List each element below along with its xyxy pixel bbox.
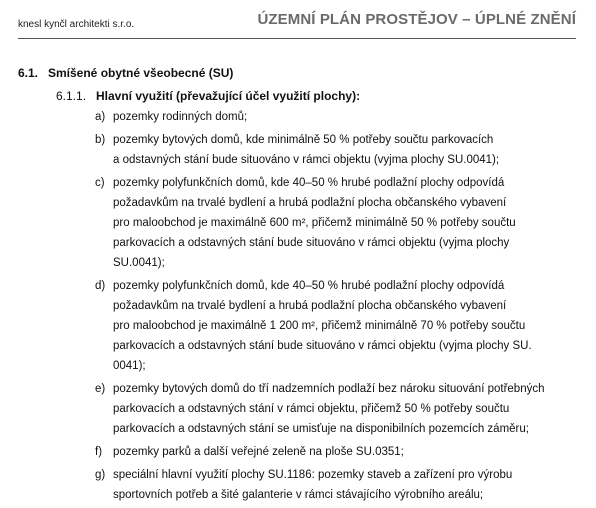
list-item-text-line: 0041); — [113, 360, 146, 372]
list-item-text-line: pozemky bytových domů do tří nadzemních podlaží bez nároku situování potřebných — [113, 383, 545, 395]
list-item-label: e) — [95, 383, 106, 395]
subsection-number: 6.1.1. — [56, 89, 87, 103]
document-title: ÚZEMNÍ PLÁN PROSTĚJOV – ÚPLNÉ ZNĚNÍ — [257, 11, 576, 28]
list-item — [95, 173, 575, 273]
list-item-text-line: speciální hlavní využití plochy SU.1186: pozemky staveb a zařízení pro výrobu — [113, 469, 513, 481]
subsection-title: Hlavní využití (převažující účel využití plochy): — [96, 89, 361, 103]
list-item — [95, 465, 575, 505]
list-item-text-line: parkovacích a odstavných stání bude situováno v rámci objektu (vyjma plochy SU. — [113, 340, 532, 352]
company-name: knesl kynčl architekti s.r.o. — [18, 19, 135, 30]
subsection-heading — [56, 89, 360, 103]
list-item-label: g) — [95, 469, 106, 481]
list-item-text-line: pro maloobchod je maximálně 600 m², přičemž minimálně 50 % potřeby součtu — [113, 217, 516, 229]
item-list — [95, 107, 575, 508]
list-item — [95, 379, 575, 439]
list-item-text-line: pozemky polyfunkčních domů, kde 40–50 % hrubé podlažní plochy odpovídá — [113, 280, 505, 292]
list-item-text-line: pro maloobchod je maximálně 1 200 m², přičemž minimálně 70 % potřeby součtu — [113, 320, 526, 332]
page-header — [18, 10, 576, 39]
list-item-text-line: parkovacích a odstavných stání bude situováno v rámci objektu (vyjma plochy — [113, 237, 510, 249]
list-item-label: b) — [95, 134, 106, 146]
list-item-label: c) — [95, 177, 105, 189]
list-item-label: d) — [95, 280, 106, 292]
list-item-text-line: pozemky rodinných domů; — [113, 111, 248, 123]
list-item-text-line: parkovacích a odstavných stání se umisťuje na disponibilních pozemcích záměru; — [113, 423, 529, 435]
list-item — [95, 107, 575, 127]
list-item — [95, 442, 575, 462]
section-number: 6.1. — [18, 66, 39, 80]
list-item-text-line: parkovacích a odstavných stání v rámci objektu, přičemž 50 % potřeby součtu — [113, 403, 510, 415]
list-item-label: f) — [95, 446, 103, 458]
section-heading — [18, 66, 233, 80]
list-item — [95, 130, 575, 170]
list-item-text-line: sportovních potřeb a šité galanterie v rámci stávajícího výrobního areálu; — [113, 489, 484, 501]
list-item-text-line: pozemky bytových domů, kde minimálně 50 % potřeby součtu parkovacích — [113, 134, 494, 146]
section-title: Smíšené obytné všeobecné (SU) — [48, 66, 234, 80]
list-item-text-line: požadavkům na trvalé bydlení a hrubá podlažní plocha občanského vybavení — [113, 300, 507, 312]
list-item-text-line: a odstavných stání bude situováno v rámci objektu (vyjma plochy SU.0041); — [113, 154, 500, 166]
list-item-text-line: požadavkům na trvalé bydlení a hrubá podlažní plocha občanského vybavení — [113, 197, 507, 209]
list-item-text-line: SU.0041); — [113, 257, 165, 269]
list-item — [95, 276, 575, 376]
list-item-label: a) — [95, 111, 106, 123]
list-item-text-line: pozemky polyfunkčních domů, kde 40–50 % hrubé podlažní plochy odpovídá — [113, 177, 505, 189]
list-item-text-line: pozemky parků a další veřejné zeleně na ploše SU.0351; — [113, 446, 404, 458]
